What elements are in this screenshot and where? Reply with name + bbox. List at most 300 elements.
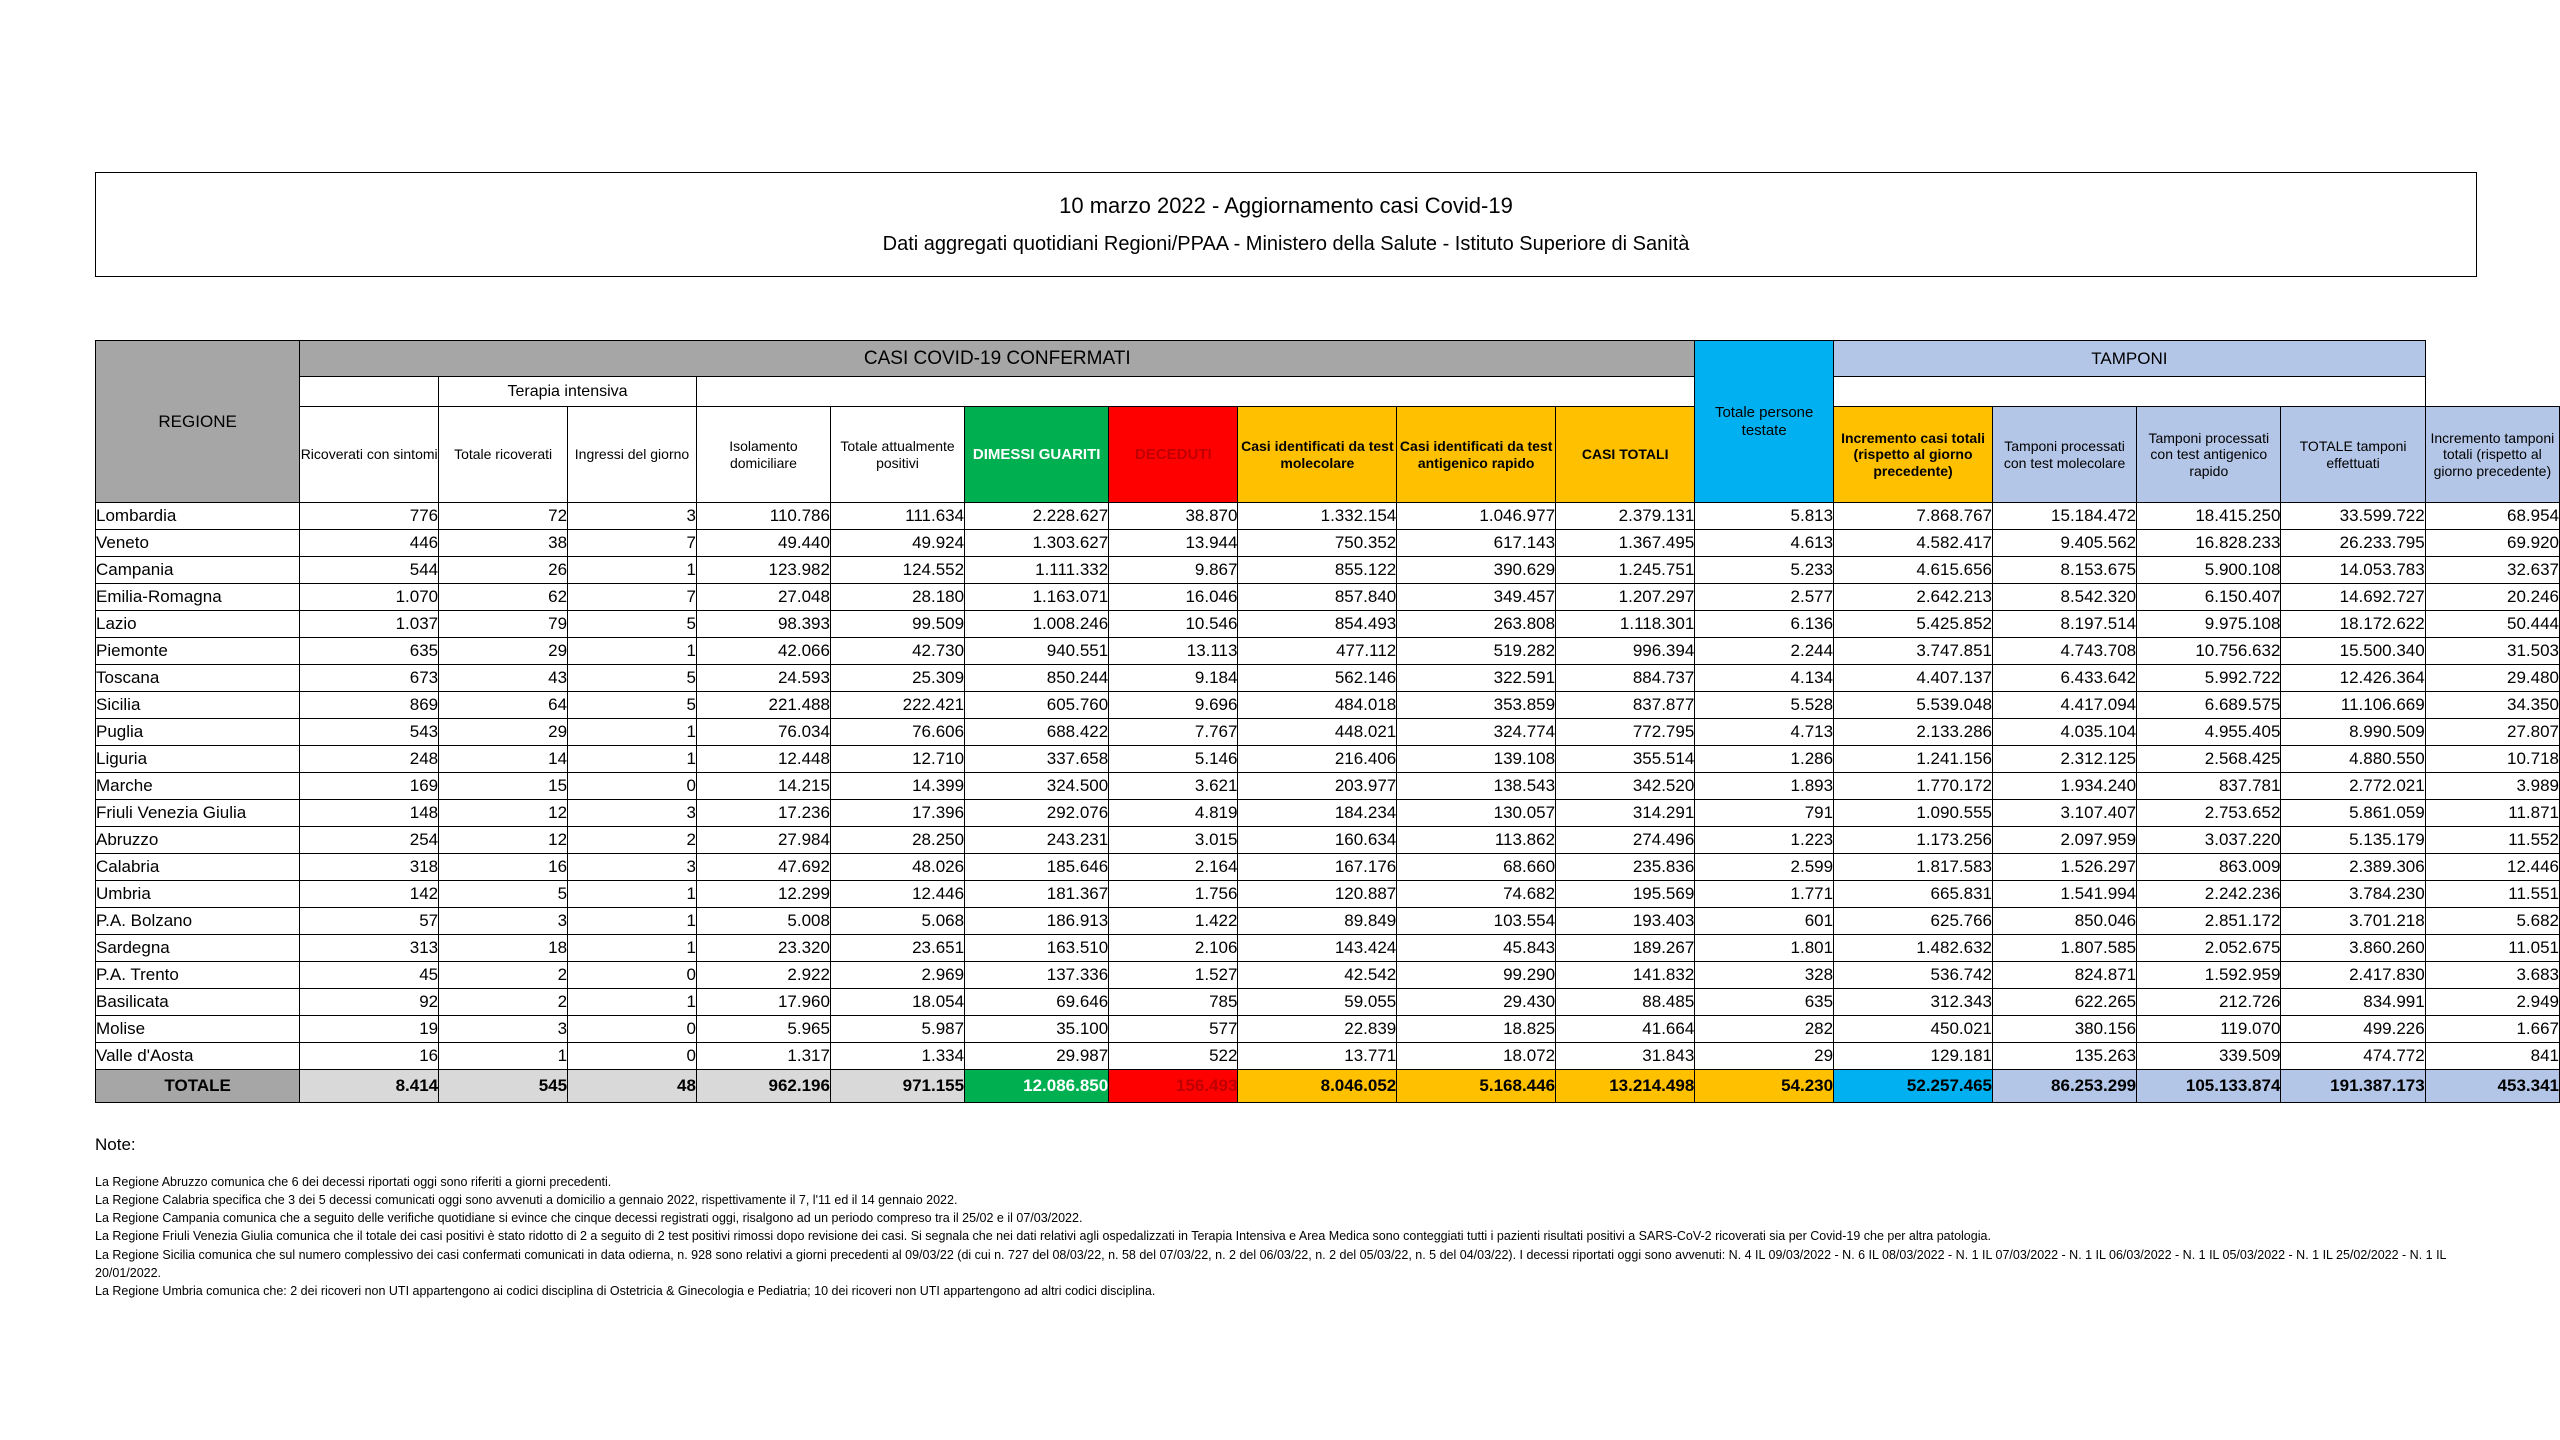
cell-region: Basilicata — [96, 989, 300, 1016]
cell-total-value: 191.387.173 — [2281, 1070, 2425, 1103]
cell-value: 601 — [1695, 908, 1834, 935]
cell-value: 12 — [439, 800, 568, 827]
table-row — [96, 854, 2560, 881]
cell-value: 17.396 — [830, 800, 964, 827]
cell-value: 2.772.021 — [2281, 773, 2425, 800]
cell-value: 2.052.675 — [2137, 935, 2281, 962]
note-item: La Regione Abruzzo comunica che 6 dei decessi riportati oggi sono riferiti a giorni precedenti. — [95, 1175, 612, 1189]
cell-value: 869 — [300, 692, 439, 719]
cell-value: 23.651 — [830, 935, 964, 962]
cell-value: 7.767 — [1109, 719, 1238, 746]
cell-value: 850.244 — [965, 665, 1109, 692]
cell-value: 543 — [300, 719, 439, 746]
col-totale-ricoverati: Totale ricoverati — [439, 407, 568, 503]
cell-value: 14.692.727 — [2281, 584, 2425, 611]
cell-value: 18.415.250 — [2137, 503, 2281, 530]
cell-value: 28.180 — [830, 584, 964, 611]
cell-value: 14.215 — [696, 773, 830, 800]
cell-value: 0 — [568, 1016, 697, 1043]
col-totale-tamponi: TOTALE tamponi effettuati — [2281, 407, 2425, 503]
cell-region: Valle d'Aosta — [96, 1043, 300, 1070]
header-totale-persone-testate: Totale persone testate — [1695, 341, 1834, 503]
cell-value: 29 — [1695, 1043, 1834, 1070]
cell-value: 1.541.994 — [1993, 881, 2137, 908]
cell-value: 855.122 — [1238, 557, 1397, 584]
cell-value: 2.389.306 — [2281, 854, 2425, 881]
cell-value: 1.771 — [1695, 881, 1834, 908]
cell-total-value: 962.196 — [696, 1070, 830, 1103]
table-row — [96, 881, 2560, 908]
header-tamponi: TAMPONI — [1834, 341, 2426, 377]
cell-value: 355.514 — [1556, 746, 1695, 773]
cell-value: 212.726 — [2137, 989, 2281, 1016]
report-subtitle: Dati aggregati quotidiani Regioni/PPAA - Ministero della Salute - Istituto Superiore di Sanità — [882, 233, 1690, 255]
cell-value: 27.048 — [696, 584, 830, 611]
cell-value: 448.021 — [1238, 719, 1397, 746]
table-row — [96, 530, 2560, 557]
cell-value: 47.692 — [696, 854, 830, 881]
cell-total-value: 971.155 — [830, 1070, 964, 1103]
cell-value: 1.526.297 — [1993, 854, 2137, 881]
cell-value: 15.500.340 — [2281, 638, 2425, 665]
cell-value: 2 — [439, 962, 568, 989]
cell-value: 1.037 — [300, 611, 439, 638]
cell-value: 2.577 — [1695, 584, 1834, 611]
cell-value: 5.813 — [1695, 503, 1834, 530]
cell-value: 163.510 — [965, 935, 1109, 962]
cell-value: 7 — [568, 530, 697, 557]
col-casi-test-antigenico: Casi identificati da test antigenico rapido — [1397, 407, 1556, 503]
cell-value: 577 — [1109, 1016, 1238, 1043]
cell-value: 3 — [439, 1016, 568, 1043]
cell-value: 2.242.236 — [2137, 881, 2281, 908]
cell-value: 89.849 — [1238, 908, 1397, 935]
cell-value: 854.493 — [1238, 611, 1397, 638]
cell-value: 26.233.795 — [2281, 530, 2425, 557]
cell-value: 11.106.669 — [2281, 692, 2425, 719]
cell-value: 29.430 — [1397, 989, 1556, 1016]
cell-value: 17.236 — [696, 800, 830, 827]
cell-value: 8.153.675 — [1993, 557, 2137, 584]
cell-value: 4.134 — [1695, 665, 1834, 692]
cell-value: 2.949 — [2425, 989, 2559, 1016]
cell-value: 10.546 — [1109, 611, 1238, 638]
cell-value: 536.742 — [1834, 962, 1993, 989]
cell-value: 522 — [1109, 1043, 1238, 1070]
cell-value: 863.009 — [2137, 854, 2281, 881]
table-row — [96, 611, 2560, 638]
notes-title: Note: — [95, 1135, 136, 1154]
cell-value: 940.551 — [965, 638, 1109, 665]
cell-value: 562.146 — [1238, 665, 1397, 692]
cell-value: 139.108 — [1397, 746, 1556, 773]
cell-value: 42.730 — [830, 638, 964, 665]
cell-value: 79 — [439, 611, 568, 638]
cell-value: 10.718 — [2425, 746, 2559, 773]
cell-value: 33.599.722 — [2281, 503, 2425, 530]
col-isolamento-domiciliare: Isolamento domiciliare — [696, 407, 830, 503]
cell-total-value: 48 — [568, 1070, 697, 1103]
cell-value: 1.173.256 — [1834, 827, 1993, 854]
cell-value: 484.018 — [1238, 692, 1397, 719]
cell-value: 1 — [568, 746, 697, 773]
cell-value: 7.868.767 — [1834, 503, 1993, 530]
cell-value: 92 — [300, 989, 439, 1016]
cell-value: 143.424 — [1238, 935, 1397, 962]
cell-value: 5.861.059 — [2281, 800, 2425, 827]
cell-value: 235.836 — [1556, 854, 1695, 881]
cell-value: 3.107.407 — [1993, 800, 2137, 827]
cell-total-value: 54.230 — [1695, 1070, 1834, 1103]
cell-value: 29 — [439, 719, 568, 746]
cell-value: 1.317 — [696, 1043, 830, 1070]
cell-value: 1.111.332 — [965, 557, 1109, 584]
cell-value: 254 — [300, 827, 439, 854]
cell-value: 625.766 — [1834, 908, 1993, 935]
table-row — [96, 1016, 2560, 1043]
cell-value: 124.552 — [830, 557, 964, 584]
table-total-row — [96, 1070, 2560, 1103]
cell-value: 5.146 — [1109, 746, 1238, 773]
cell-value: 324.500 — [965, 773, 1109, 800]
cell-value: 13.944 — [1109, 530, 1238, 557]
cell-value: 6.150.407 — [2137, 584, 2281, 611]
cell-value: 123.982 — [696, 557, 830, 584]
cell-value: 2.969 — [830, 962, 964, 989]
cell-value: 3.701.218 — [2281, 908, 2425, 935]
cell-value: 141.832 — [1556, 962, 1695, 989]
cell-value: 3 — [439, 908, 568, 935]
cell-value: 3.037.220 — [2137, 827, 2281, 854]
cell-value: 4.713 — [1695, 719, 1834, 746]
col-casi-test-molecolare: Casi identificati da test molecolare — [1238, 407, 1397, 503]
col-deceduti: DECEDUTI — [1109, 407, 1238, 503]
cell-value: 216.406 — [1238, 746, 1397, 773]
cell-value: 24.593 — [696, 665, 830, 692]
cell-value: 7 — [568, 584, 697, 611]
cell-value: 3.989 — [2425, 773, 2559, 800]
table-row — [96, 638, 2560, 665]
cell-value: 11.871 — [2425, 800, 2559, 827]
cell-value: 130.057 — [1397, 800, 1556, 827]
cell-value: 3.784.230 — [2281, 881, 2425, 908]
cell-value: 111.634 — [830, 503, 964, 530]
cell-value: 57 — [300, 908, 439, 935]
cell-value: 380.156 — [1993, 1016, 2137, 1043]
cell-value: 2.851.172 — [2137, 908, 2281, 935]
cell-value: 1.801 — [1695, 935, 1834, 962]
cell-total-value: 8.046.052 — [1238, 1070, 1397, 1103]
cell-value: 318 — [300, 854, 439, 881]
cell-value: 142 — [300, 881, 439, 908]
cell-value: 1.334 — [830, 1043, 964, 1070]
cell-region: P.A. Trento — [96, 962, 300, 989]
cell-value: 12.448 — [696, 746, 830, 773]
note-item: La Regione Campania comunica che a seguito delle verifiche quotidiane si evince che cinque decessi registrati oggi, risalgono ad un periodo compreso tra il 25/02 e il 07/03/2022. — [95, 1211, 1083, 1226]
cell-value: 167.176 — [1238, 854, 1397, 881]
cell-value: 28.250 — [830, 827, 964, 854]
cell-value: 1 — [568, 908, 697, 935]
cell-value: 12.710 — [830, 746, 964, 773]
cell-value: 169 — [300, 773, 439, 800]
cell-value: 110.786 — [696, 503, 830, 530]
cell-value: 59.055 — [1238, 989, 1397, 1016]
cell-value: 2.244 — [1695, 638, 1834, 665]
cell-value: 160.634 — [1238, 827, 1397, 854]
cell-value: 135.263 — [1993, 1043, 2137, 1070]
cell-value: 2.164 — [1109, 854, 1238, 881]
cell-value: 129.181 — [1834, 1043, 1993, 1070]
table-row — [96, 1043, 2560, 1070]
cell-value: 23.320 — [696, 935, 830, 962]
cell-value: 62 — [439, 584, 568, 611]
cell-value: 5 — [568, 665, 697, 692]
cell-value: 617.143 — [1397, 530, 1556, 557]
cell-value: 544 — [300, 557, 439, 584]
cell-value: 12.446 — [2425, 854, 2559, 881]
cell-total-value: 545 — [439, 1070, 568, 1103]
cell-value: 18.172.622 — [2281, 611, 2425, 638]
cell-region: Campania — [96, 557, 300, 584]
notes-list — [95, 1173, 2495, 1300]
cell-value: 4.743.708 — [1993, 638, 2137, 665]
cell-value: 313 — [300, 935, 439, 962]
cell-value: 342.520 — [1556, 773, 1695, 800]
cell-value: 8.542.320 — [1993, 584, 2137, 611]
cell-region: Umbria — [96, 881, 300, 908]
cell-value: 274.496 — [1556, 827, 1695, 854]
cell-total-value: 453.341 — [2425, 1070, 2559, 1103]
table-row — [96, 557, 2560, 584]
cell-total-label: TOTALE — [96, 1070, 300, 1103]
cell-value: 4.615.656 — [1834, 557, 1993, 584]
cell-value: 4.955.405 — [2137, 719, 2281, 746]
cell-region: Sicilia — [96, 692, 300, 719]
cell-value: 4.407.137 — [1834, 665, 1993, 692]
cell-value: 477.112 — [1238, 638, 1397, 665]
cell-value: 0 — [568, 962, 697, 989]
cell-value: 222.421 — [830, 692, 964, 719]
cell-value: 18.072 — [1397, 1043, 1556, 1070]
note-item: La Regione Umbria comunica che: 2 dei ricoveri non UTI appartengono ai codici disciplina di Ostetricia & Ginecologia e Pediatria; 10 dei ricoveri non UTI appartengono ad altri codici disciplina. — [95, 1283, 1156, 1298]
col-casi-totali: CASI TOTALI — [1556, 407, 1695, 503]
cell-value: 50.444 — [2425, 611, 2559, 638]
cell-value: 1 — [439, 1043, 568, 1070]
table-row — [96, 908, 2560, 935]
cell-value: 1 — [568, 638, 697, 665]
cell-value: 1 — [568, 557, 697, 584]
cell-value: 1.770.172 — [1834, 773, 1993, 800]
cell-value: 2.106 — [1109, 935, 1238, 962]
cell-value: 69.646 — [965, 989, 1109, 1016]
header-casi-confermati: CASI COVID-19 CONFERMATI — [300, 341, 1695, 377]
cell-value: 688.422 — [965, 719, 1109, 746]
cell-value: 148 — [300, 800, 439, 827]
cell-value: 4.613 — [1695, 530, 1834, 557]
table-row — [96, 719, 2560, 746]
cell-value: 2.133.286 — [1834, 719, 1993, 746]
cell-value: 1.046.977 — [1397, 503, 1556, 530]
cell-value: 29.987 — [965, 1043, 1109, 1070]
cell-value: 12 — [439, 827, 568, 854]
cell-value: 113.862 — [1397, 827, 1556, 854]
cell-region: Sardegna — [96, 935, 300, 962]
col-tamponi-molecolare: Tamponi processati con test molecolare — [1993, 407, 2137, 503]
cell-value: 450.021 — [1834, 1016, 1993, 1043]
cell-value: 1.090.555 — [1834, 800, 1993, 827]
cell-value: 120.887 — [1238, 881, 1397, 908]
cell-value: 339.509 — [2137, 1043, 2281, 1070]
cell-value: 6.136 — [1695, 611, 1834, 638]
cell-value: 837.877 — [1556, 692, 1695, 719]
cell-value: 1.807.585 — [1993, 935, 2137, 962]
cell-value: 29 — [439, 638, 568, 665]
cell-value: 186.913 — [965, 908, 1109, 935]
cell-value: 824.871 — [1993, 962, 2137, 989]
cell-value: 1.893 — [1695, 773, 1834, 800]
cell-region: Abruzzo — [96, 827, 300, 854]
cell-value: 16 — [439, 854, 568, 881]
cell-value: 43 — [439, 665, 568, 692]
cell-value: 1.163.071 — [965, 584, 1109, 611]
cell-value: 38 — [439, 530, 568, 557]
cell-value: 19 — [300, 1016, 439, 1043]
cell-value: 27.807 — [2425, 719, 2559, 746]
cell-value: 1.756 — [1109, 881, 1238, 908]
cell-value: 193.403 — [1556, 908, 1695, 935]
table-row — [96, 746, 2560, 773]
cell-value: 837.781 — [2137, 773, 2281, 800]
cell-value: 9.975.108 — [2137, 611, 2281, 638]
cell-value: 203.977 — [1238, 773, 1397, 800]
cell-value: 12.299 — [696, 881, 830, 908]
cell-value: 337.658 — [965, 746, 1109, 773]
cell-value: 0 — [568, 773, 697, 800]
table-row — [96, 773, 2560, 800]
cell-value: 181.367 — [965, 881, 1109, 908]
cell-value: 14.053.783 — [2281, 557, 2425, 584]
table-row — [96, 962, 2560, 989]
cell-value: 5.008 — [696, 908, 830, 935]
cell-value: 64 — [439, 692, 568, 719]
cell-value: 68.660 — [1397, 854, 1556, 881]
cell-value: 13.771 — [1238, 1043, 1397, 1070]
cell-value: 12.446 — [830, 881, 964, 908]
header-group-row — [96, 341, 2560, 377]
header-ricoverati-spacer — [300, 377, 439, 407]
cell-value: 25.309 — [830, 665, 964, 692]
cell-value: 312.343 — [1834, 989, 1993, 1016]
header-sub-row-1 — [96, 377, 2560, 407]
cell-value: 13.113 — [1109, 638, 1238, 665]
cell-value: 42.066 — [696, 638, 830, 665]
cell-value: 29.480 — [2425, 665, 2559, 692]
cell-value: 16 — [300, 1043, 439, 1070]
cell-value: 20.246 — [2425, 584, 2559, 611]
cell-value: 841 — [2425, 1043, 2559, 1070]
cell-value: 45 — [300, 962, 439, 989]
cell-total-value: 105.133.874 — [2137, 1070, 2281, 1103]
cell-value: 328 — [1695, 962, 1834, 989]
cell-value: 9.696 — [1109, 692, 1238, 719]
cell-value: 665.831 — [1834, 881, 1993, 908]
title-box — [95, 172, 2477, 277]
cell-value: 6.433.642 — [1993, 665, 2137, 692]
note-item: La Regione Sicilia comunica che sul numero complessivo dei casi confermati comunicati in data odierna, n. 928 sono relativi a giorni precedenti al 09/03/22 (di cui n. 727 del 08/03/22, n. 58 del 07/03/22, n. 2 del 06/03/22, n. 2 del 05/03/22, n. 5 del 04/03/22). I decessi riportati oggi sono avvenuti: N. 4 IL 09/03/2022 - N. 6 IL 08/03/2022 - N. 1 IL 07/03/2022 - N. 1 IL 06/03/2022 - N. 1 IL 05/03/2022 - N. 1 IL 25/02/2022 - N. 1 IL 20/01/2022. — [95, 1247, 2447, 1280]
cell-value: 103.554 — [1397, 908, 1556, 935]
cell-value: 138.543 — [1397, 773, 1556, 800]
cell-value: 189.267 — [1556, 935, 1695, 962]
cell-value: 1.008.246 — [965, 611, 1109, 638]
cell-value: 3.747.851 — [1834, 638, 1993, 665]
cell-value: 243.231 — [965, 827, 1109, 854]
cell-value: 5.900.108 — [2137, 557, 2281, 584]
cell-value: 1 — [568, 989, 697, 1016]
cell-value: 18.054 — [830, 989, 964, 1016]
cell-value: 99.290 — [1397, 962, 1556, 989]
cell-value: 5.965 — [696, 1016, 830, 1043]
col-totale-attualmente-positivi: Totale attualmente positivi — [830, 407, 964, 503]
cell-value: 119.070 — [2137, 1016, 2281, 1043]
cell-value: 5.528 — [1695, 692, 1834, 719]
cell-value: 14.399 — [830, 773, 964, 800]
cell-total-value: 52.257.465 — [1834, 1070, 1993, 1103]
cell-value: 17.960 — [696, 989, 830, 1016]
cell-value: 5.539.048 — [1834, 692, 1993, 719]
cell-region: Lombardia — [96, 503, 300, 530]
note-item: La Regione Calabria specifica che 3 dei 5 decessi comunicati oggi sono avvenuti a domicilio a gennaio 2022, rispettivamente il 7, l'11 ed il 14 gennaio 2022. — [95, 1193, 958, 1208]
cell-value: 2.379.131 — [1556, 503, 1695, 530]
cell-value: 2 — [568, 827, 697, 854]
cell-value: 45.843 — [1397, 935, 1556, 962]
table-row — [96, 665, 2560, 692]
cell-value: 3.683 — [2425, 962, 2559, 989]
cell-total-value: 13.214.498 — [1556, 1070, 1695, 1103]
cell-value: 1.118.301 — [1556, 611, 1695, 638]
cell-value: 27.984 — [696, 827, 830, 854]
cell-value: 137.336 — [965, 962, 1109, 989]
cell-value: 99.509 — [830, 611, 964, 638]
cell-total-value: 156.493 — [1109, 1070, 1238, 1103]
cell-value: 49.440 — [696, 530, 830, 557]
cell-value: 0 — [568, 1043, 697, 1070]
cell-value: 785 — [1109, 989, 1238, 1016]
cell-value: 263.808 — [1397, 611, 1556, 638]
header-spacer — [696, 377, 1694, 407]
cell-region: Friuli Venezia Giulia — [96, 800, 300, 827]
cell-value: 2.228.627 — [965, 503, 1109, 530]
cell-value: 6.689.575 — [2137, 692, 2281, 719]
cell-value: 834.991 — [2281, 989, 2425, 1016]
cell-value: 292.076 — [965, 800, 1109, 827]
cell-region: Emilia-Romagna — [96, 584, 300, 611]
table-row — [96, 989, 2560, 1016]
cell-value: 9.184 — [1109, 665, 1238, 692]
cell-value: 499.226 — [2281, 1016, 2425, 1043]
cell-value: 3 — [568, 503, 697, 530]
cell-region: Molise — [96, 1016, 300, 1043]
note-item: La Regione Friuli Venezia Giulia comunica che il totale dei casi positivi è stato ridotto di 2 a seguito di 2 test positivi rimossi dopo revisione dei casi. Si segnala che nei dati relativi agli ospedalizzati in Terapia Intensiva e Area Medica sono conteggiati tutti i pazienti risultati positivi a SARS-CoV-2 ricoverati sia per Covid-19 che per altra patologia. — [95, 1229, 1991, 1244]
cell-value: 1.482.632 — [1834, 935, 1993, 962]
header-region: REGIONE — [96, 341, 300, 503]
cell-value: 3.015 — [1109, 827, 1238, 854]
cell-value: 353.859 — [1397, 692, 1556, 719]
cell-value: 349.457 — [1397, 584, 1556, 611]
cell-value: 2.599 — [1695, 854, 1834, 881]
cell-value: 16.828.233 — [2137, 530, 2281, 557]
cell-value: 750.352 — [1238, 530, 1397, 557]
cell-value: 776 — [300, 503, 439, 530]
